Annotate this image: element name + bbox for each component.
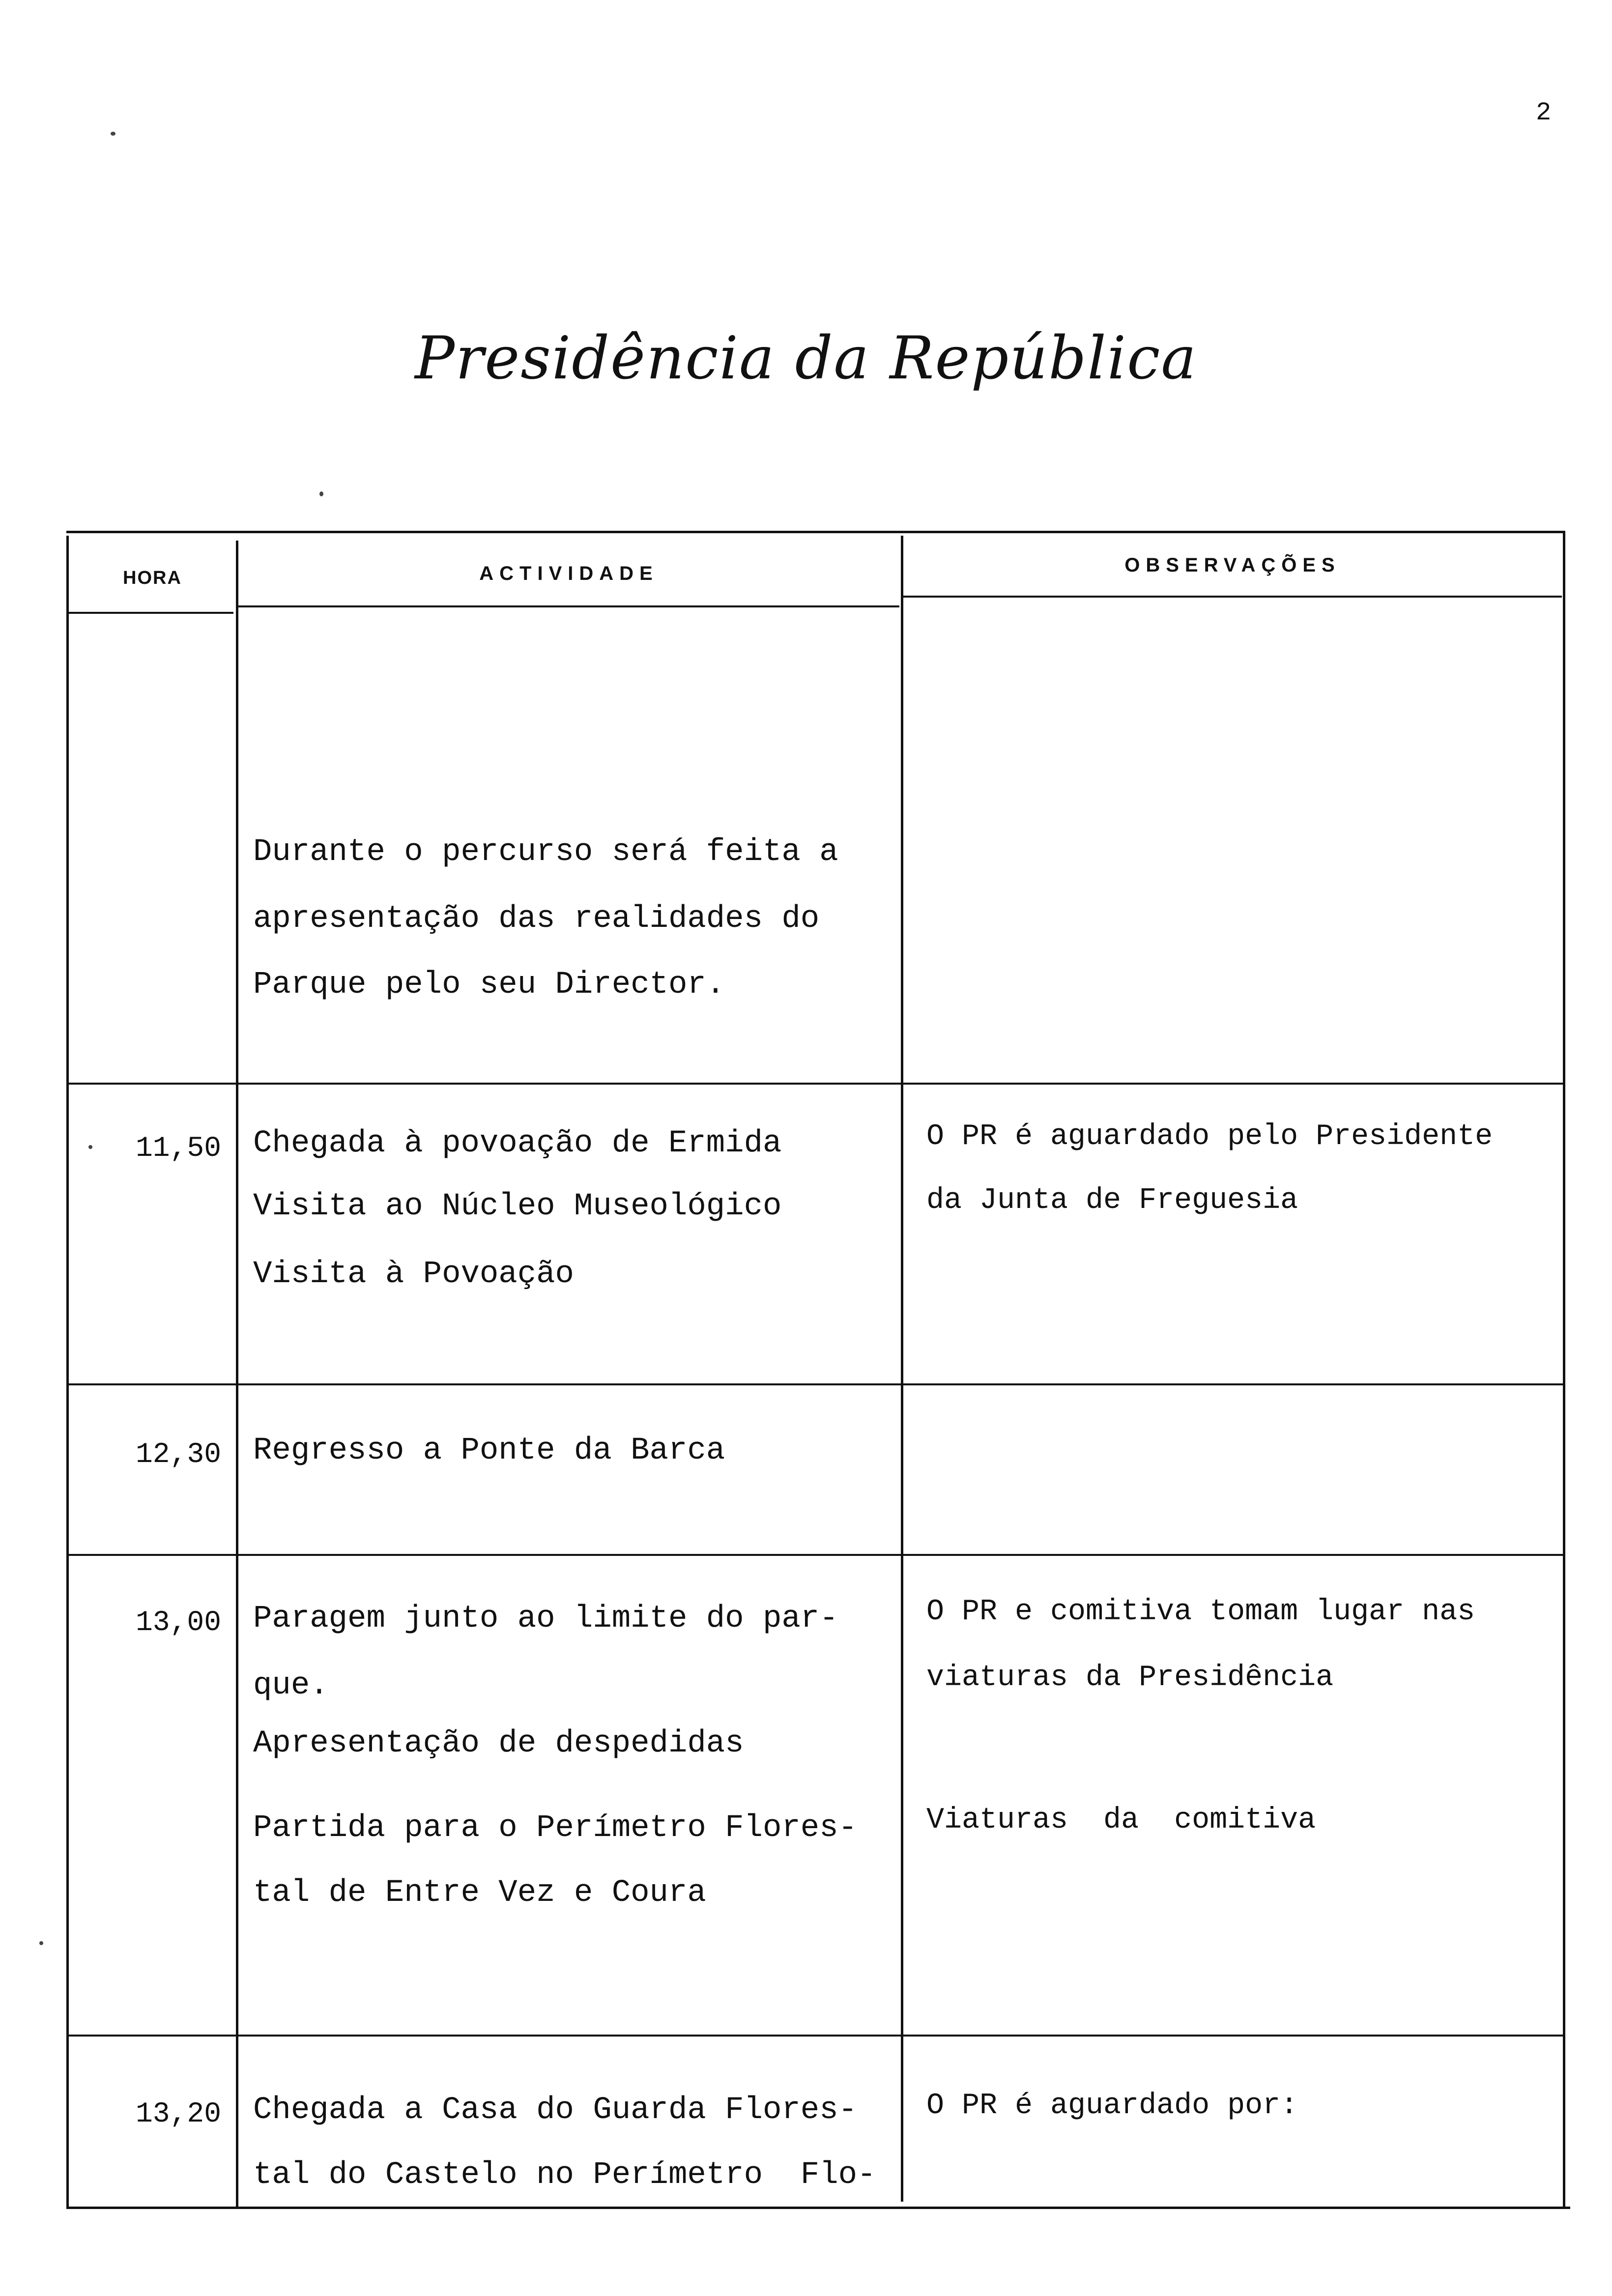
letterhead: Presidência da República <box>415 324 1197 393</box>
header-observacoes: OBSERVAÇÕES <box>1124 554 1341 576</box>
activity-line: tal do Castelo no Perímetro Flo- <box>253 2157 876 2193</box>
activity-line: Durante o percurso será feita a <box>253 834 838 870</box>
hora-cell: 13,00 <box>135 1607 221 1639</box>
activity-line: Paragem junto ao limite do par- <box>253 1601 838 1636</box>
activity-line: tal de Entre Vez e Coura <box>253 1875 706 1911</box>
activity-line: Parque pelo seu Director. <box>253 967 725 1003</box>
activity-line: Visita à Povoação <box>253 1257 574 1292</box>
activity-line: Chegada à povoação de Ermida <box>253 1126 782 1161</box>
page-number: 2 <box>1536 98 1552 127</box>
hora-cell: 11,50 <box>135 1133 221 1165</box>
activity-line: que. <box>253 1668 329 1703</box>
header-actividade: ACTIVIDADE <box>479 563 659 584</box>
hora-cell: 12,30 <box>135 1439 221 1471</box>
activity-line: Partida para o Perímetro Flores- <box>253 1810 857 1846</box>
observation-line: O PR é aguardado pelo Presidente <box>926 1120 1493 1153</box>
hora-cell: 13,20 <box>135 2098 221 2130</box>
observation-line: viaturas da Presidência <box>926 1661 1334 1694</box>
activity-line: Regresso a Ponte da Barca <box>253 1433 725 1468</box>
scan-speck <box>319 491 323 496</box>
activity-line: apresentação das realidades do <box>253 901 820 937</box>
observation-line: O PR é aguardado por: <box>926 2089 1298 2123</box>
activity-line: Visita ao Núcleo Museológico <box>253 1189 782 1224</box>
observation-line: O PR e comitiva tomam lugar nas <box>926 1595 1475 1629</box>
scan-speck <box>39 1941 43 1945</box>
scan-speck <box>111 132 115 136</box>
activity-line: Chegada a Casa do Guarda Flores- <box>253 2093 857 2128</box>
observation-line: da Junta de Freguesia <box>926 1184 1298 1217</box>
observation-line: Viaturas da comitiva <box>926 1804 1316 1837</box>
header-hora: HORA <box>123 568 182 588</box>
activity-line: Apresentação de despedidas <box>253 1726 744 1761</box>
